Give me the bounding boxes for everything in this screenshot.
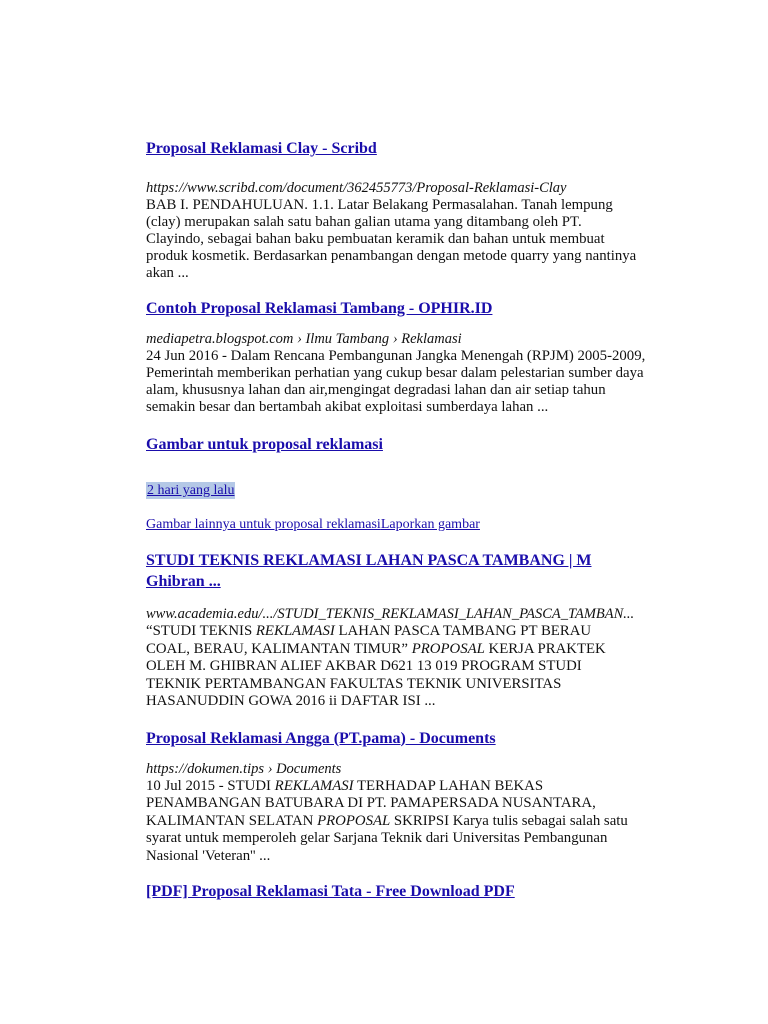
result-item (146, 728, 646, 866)
result-url: mediapetra.blogspot.com › Ilmu Tambang › Reklamasi (146, 331, 462, 347)
image-results-title-link[interactable]: Gambar untuk proposal reklamasi (146, 436, 383, 453)
result-url: www.academia.edu/.../STUDI_TEKNIS_REKLAMASI_LAHAN_PASCA_TAMBAN... (146, 606, 635, 622)
result-url: https://dokumen.tips › Documents (146, 760, 342, 777)
result-title-link[interactable]: STUDI TEKNIS REKLAMASI LAHAN PASCA TAMBANG | M Ghibran ... (146, 552, 592, 590)
result-item (146, 298, 646, 416)
more-images-link[interactable]: Gambar lainnya untuk proposal reklamasi (146, 517, 381, 532)
search-results (146, 138, 646, 902)
result-item (146, 138, 646, 282)
report-images-link[interactable]: Laporkan gambar (380, 517, 480, 532)
result-snippet: 10 Jul 2015 - STUDI REKLAMASI TERHADAP LAHAN BEKAS PENAMBANGAN BATUBARA DI PT. PAMAPERSADA NUSANTARA, KALIMANTAN SELATAN PROPOSAL SKRIPSI Karya tulis sebagai salah satu syarat untuk memperoleh gelar Sarjana Teknik dari Universitas Pembangunan Nasional 'Veteran'' ... (146, 777, 628, 864)
result-title-link[interactable]: Proposal Reklamasi Angga (PT.pama) - Documents (146, 729, 496, 747)
result-item (146, 881, 646, 902)
image-links-row (146, 515, 646, 533)
time-row (146, 481, 646, 499)
result-snippet: BAB I. PENDAHULUAN. 1.1. Latar Belakang Permasalahan. Tanah lempung (clay) merupakan salah satu bahan galian utama yang ditambang oleh PT. Clayindo, sebagai bahan baku pembuatan keramik dan bahan untuk membuat produk kosmetik. Berdasarkan penambangan dengan metode quarry yang nantinya akan ... (146, 197, 637, 281)
result-title-link[interactable]: [PDF] Proposal Reklamasi Tata - Free Download PDF (146, 883, 515, 900)
time-link[interactable]: 2 hari yang lalu (147, 483, 235, 498)
image-results-block (146, 434, 646, 533)
result-title-link[interactable]: Contoh Proposal Reklamasi Tambang - OPHIR.ID (146, 300, 493, 317)
result-url: https://www.scribd.com/document/362455773/Proposal-Reklamasi-Clay (146, 180, 567, 196)
result-item (146, 550, 646, 711)
result-snippet: “STUDI TEKNIS REKLAMASI LAHAN PASCA TAMBANG PT BERAU COAL, BERAU, KALIMANTAN TIMUR” PROPOSAL KERJA PRAKTEK OLEH M. GHIBRAN ALIEF AKBAR D621 13 019 PROGRAM STUDI TEKNIK PERTAMBANGAN FAKULTAS TEKNIK UNIVERSITAS HASANUDDIN GOWA 2016 ii DAFTAR ISI ... (146, 623, 606, 709)
result-snippet: 24 Jun 2016 - Dalam Rencana Pembangunan Jangka Menengah (RPJM) 2005-2009, Pemerintah memberikan perhatian yang cukup besar dalam pelestarian sumber daya alam, khususnya lahan dan air,mengingat degradasi lahan dan air setiap tahun semakin besar dan bertambah akibat exploitasi sumberdaya lahan ... (146, 348, 646, 415)
result-title-link[interactable]: Proposal Reklamasi Clay - Scribd (146, 140, 377, 157)
